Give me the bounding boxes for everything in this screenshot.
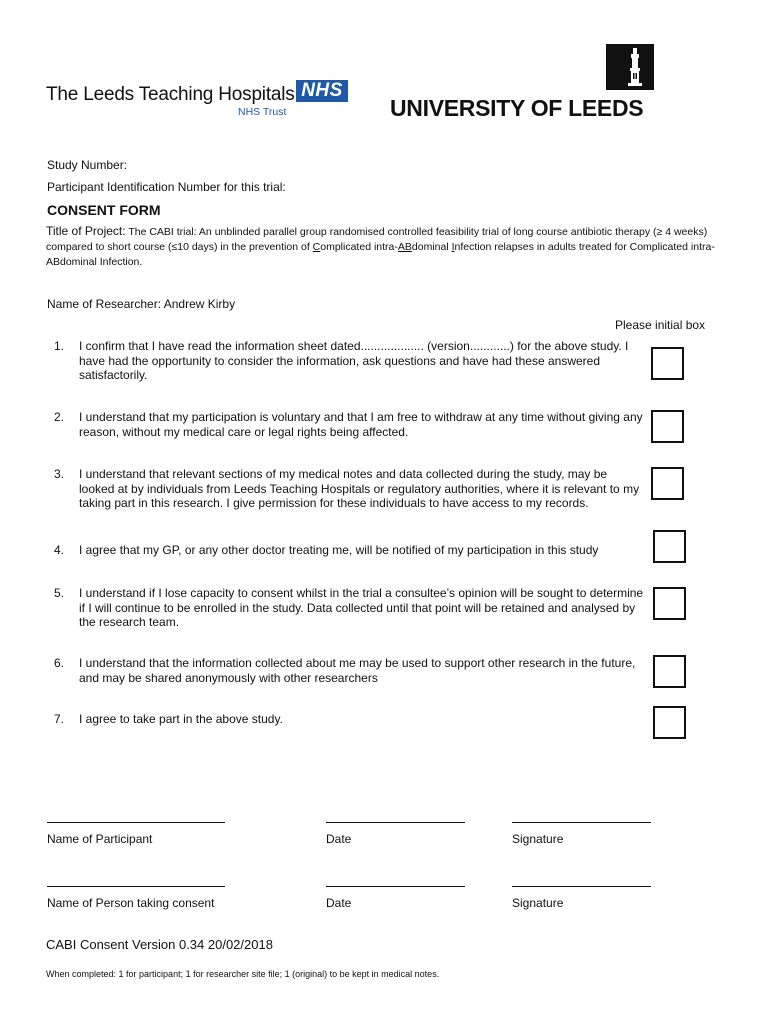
nhs-logo: NHS <box>296 80 348 102</box>
participant-signature-line[interactable] <box>512 822 651 823</box>
consent-item-4 <box>54 543 644 558</box>
item-text: I agree that my GP, or any other doctor treating me, will be notified of my participation in this study <box>79 543 599 557</box>
participant-name-label: Name of Participant <box>47 832 153 846</box>
item-text: I understand that my participation is voluntary and that I am free to withdraw at any time without giving any reason, without my medical care or legal rights being affected. <box>79 410 643 439</box>
project-text-d: nfection relapses in adults treated for Complicated intra-ABdominal Infection. <box>46 241 715 268</box>
participant-date-label: Date <box>326 832 352 846</box>
project-text-b: omplicated intra- <box>320 241 398 253</box>
project-text-a: The CABI trial: An unblinded parallel group randomised controlled feasibility trial of long course antibiotic therapy (≥ 4 weeks) compared to short course (≤10 days) in the prevention of <box>46 226 708 253</box>
item-number: 6. <box>54 656 65 670</box>
version-label: CABI Consent Version 0.34 20/02/2018 <box>46 937 273 952</box>
initial-box-2[interactable] <box>651 410 684 443</box>
participant-date-line[interactable] <box>326 822 465 823</box>
consent-taker-name-label: Name of Person taking consent <box>47 896 215 910</box>
consent-item-5 <box>54 586 644 630</box>
consent-taker-signature-line[interactable] <box>512 886 651 887</box>
researcher-name: Name of Researcher: Andrew Kirby <box>47 297 236 311</box>
participant-name-line[interactable] <box>47 822 225 823</box>
item-number: 7. <box>54 712 65 726</box>
project-text-c2: dominal <box>411 241 452 253</box>
item-text: I confirm that I have read the information sheet dated................... (version............) for the above study. I have had the opportunity to consider the information, ask questions and have had these answered satisfactorily. <box>79 339 629 382</box>
consent-taker-signature-label: Signature <box>512 896 564 910</box>
item-number: 2. <box>54 410 65 424</box>
consent-item-3 <box>54 467 644 511</box>
project-title <box>46 224 726 270</box>
item-number: 4. <box>54 543 65 557</box>
footer-note: When completed: 1 for participant; 1 for researcher site file; 1 (original) to be kept in medical notes. <box>46 969 440 979</box>
project-label: Title of Project: <box>46 224 126 238</box>
initial-box-7[interactable] <box>653 706 686 739</box>
item-text: I understand if I lose capacity to consent whilst in the trial a consultee’s opinion will be sought to determine if I will continue to be enrolled in the study. Data collected until that point will be retained and analysed by the research team. <box>79 586 644 629</box>
item-number: 3. <box>54 467 65 481</box>
consent-item-6 <box>54 656 644 685</box>
form-title: CONSENT FORM <box>47 202 161 218</box>
project-text-ab: AB <box>397 241 412 253</box>
initial-box-4[interactable] <box>653 530 686 563</box>
participant-id-label: Participant Identification Number for this trial: <box>47 180 286 194</box>
initial-box-header: Please initial box <box>615 318 706 332</box>
participant-signature-label: Signature <box>512 832 564 846</box>
item-text: I understand that relevant sections of my medical notes and data collected during the study, may be looked at by individuals from Leeds Teaching Hospitals or regulatory authorities, where it is relevant to my taking part in this research. I give permission for these individuals to have access to my records. <box>79 467 640 510</box>
initial-box-3[interactable] <box>651 467 684 500</box>
item-number: 1. <box>54 339 65 353</box>
trust-name: The Leeds Teaching Hospitals <box>46 84 295 105</box>
item-number: 5. <box>54 586 65 600</box>
item-text: I understand that the information collected about me may be used to support other research in the future, and may be shared anonymously with other researchers <box>79 656 636 685</box>
university-name: UNIVERSITY OF LEEDS <box>390 95 644 121</box>
item-text: I agree to take part in the above study. <box>79 712 283 726</box>
consent-taker-date-label: Date <box>326 896 352 910</box>
project-text-c: C <box>312 241 321 253</box>
study-number-label: Study Number: <box>47 158 128 172</box>
consent-taker-name-line[interactable] <box>47 886 225 887</box>
initial-box-5[interactable] <box>653 587 686 620</box>
consent-item-1 <box>54 339 644 383</box>
consent-item-7 <box>54 712 644 727</box>
project-text-i: I <box>451 241 455 253</box>
university-crest-icon <box>606 44 654 90</box>
nhs-trust-label: NHS Trust <box>238 106 287 118</box>
consent-item-2 <box>54 410 644 439</box>
initial-box-6[interactable] <box>653 655 686 688</box>
initial-box-1[interactable] <box>651 347 684 380</box>
consent-taker-date-line[interactable] <box>326 886 465 887</box>
